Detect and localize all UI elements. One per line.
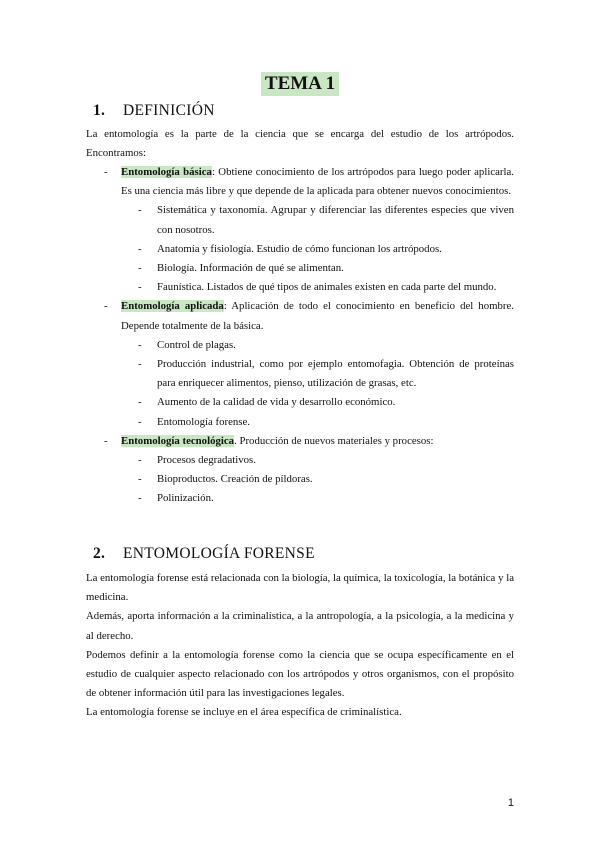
list-item <box>138 451 514 470</box>
branch-term: Entomología aplicada <box>121 300 224 313</box>
list-item <box>138 240 514 259</box>
list-item-text: Aumento de la calidad de vida y desarrollo económico. <box>157 396 396 409</box>
list-item-text: Procesos degradativos. <box>157 454 256 467</box>
list-item <box>138 259 514 278</box>
list-item-text: Control de plagas. <box>157 338 236 351</box>
bullet-dash: - <box>104 300 108 313</box>
paragraph: La entomología forense está relacionada con la biología, la química, la toxicología, la botánica y la medicina. <box>86 572 514 604</box>
list-item-text: Biología. Información de qué se alimentan. <box>157 262 344 275</box>
list-item <box>138 278 514 297</box>
list-item <box>138 336 514 355</box>
branch-term: Entomología básica <box>121 166 212 178</box>
list-item <box>138 393 514 412</box>
branch-item-basica <box>104 163 514 297</box>
sublist <box>138 336 514 432</box>
section-1-intro: La entomología es la parte de la ciencia que se encarga del estudio de los artrópodos. Encontramos: <box>86 128 514 160</box>
bullet-dash: - <box>138 454 142 467</box>
bullet-dash: - <box>138 242 142 255</box>
branch-item-aplicada <box>104 297 514 431</box>
bullet-dash: - <box>138 358 142 371</box>
list-item <box>138 201 514 239</box>
branches-list <box>104 163 514 509</box>
list-item-text: Bioproductos. Creación de píldoras. <box>157 473 313 486</box>
branch-description: : Aplicación de todo el conocimiento en beneficio del hombre. Depende totalmente de la básica. <box>121 300 514 332</box>
list-item-text: Polinización. <box>157 492 214 505</box>
bullet-dash: - <box>138 338 142 351</box>
branch-description: . Producción de nuevos materiales y procesos: <box>234 434 434 447</box>
bullet-dash: - <box>138 473 142 486</box>
list-item-text: Producción industrial, como por ejemplo entomofagia. Obtención de proteínas para enriquecer alimentos, pienso, utilización de grasas, etc. <box>157 358 514 390</box>
branch-item-tecnologica <box>104 432 514 509</box>
sublist <box>138 201 514 297</box>
paragraph: La entomología forense se incluye en el área específica de criminalística. <box>86 706 402 719</box>
list-item <box>138 355 514 393</box>
bullet-dash: - <box>138 396 142 409</box>
bullet-dash: - <box>138 492 142 505</box>
list-item <box>138 413 514 432</box>
branch-term: Entomología tecnológica <box>121 434 235 447</box>
section-2-title: ENTOMOLOGÍA FORENSE <box>123 545 315 562</box>
section-2-body <box>86 569 514 723</box>
bullet-dash: - <box>138 204 142 217</box>
branch-description: : Obtiene conocimiento de los artrópodos para luego poder aplicarla. Es una ciencia más libre y que depende de la aplicada para obtener nuevos conocimientos. <box>121 166 514 198</box>
list-item-text: Sistemática y taxonomía. Agrupar y diferenciar las diferentes especies que viven con nosotros. <box>157 204 514 236</box>
list-item-text: Faunística. Listados de qué tipos de animales existen en cada parte del mundo. <box>157 281 497 294</box>
bullet-dash: - <box>104 166 108 178</box>
bullet-dash: - <box>138 415 142 428</box>
list-item <box>138 470 514 489</box>
paragraph: Podemos definir a la entomología forense como la ciencia que se ocupa específicamente en el estudio de cualquier aspecto relacionado con los artrópodos y otros organismos, con el propósito de obtener información útil para las investigaciones legales. <box>86 648 514 700</box>
section-1-heading <box>93 102 215 120</box>
bullet-dash: - <box>138 262 142 275</box>
paragraph: Además, aporta información a la criminalística, a la antropología, a la psicología, a la medicina y al derecho. <box>86 610 514 642</box>
page-title: TEMA 1 <box>261 72 339 96</box>
list-item-text: Anatomía y fisiología. Estudio de cómo funcionan los artrópodos. <box>157 242 442 255</box>
page-number: 1 <box>507 797 514 809</box>
bullet-dash: - <box>138 281 142 294</box>
section-2-heading <box>93 545 315 563</box>
list-item-text: Entomología forense. <box>157 415 250 428</box>
title-container <box>0 72 600 96</box>
section-2-number: 2. <box>93 545 106 562</box>
section-1-number: 1. <box>93 102 106 119</box>
list-item <box>138 489 514 508</box>
sublist <box>138 451 514 509</box>
section-1-title: DEFINICIÓN <box>123 102 215 119</box>
bullet-dash: - <box>104 434 108 447</box>
